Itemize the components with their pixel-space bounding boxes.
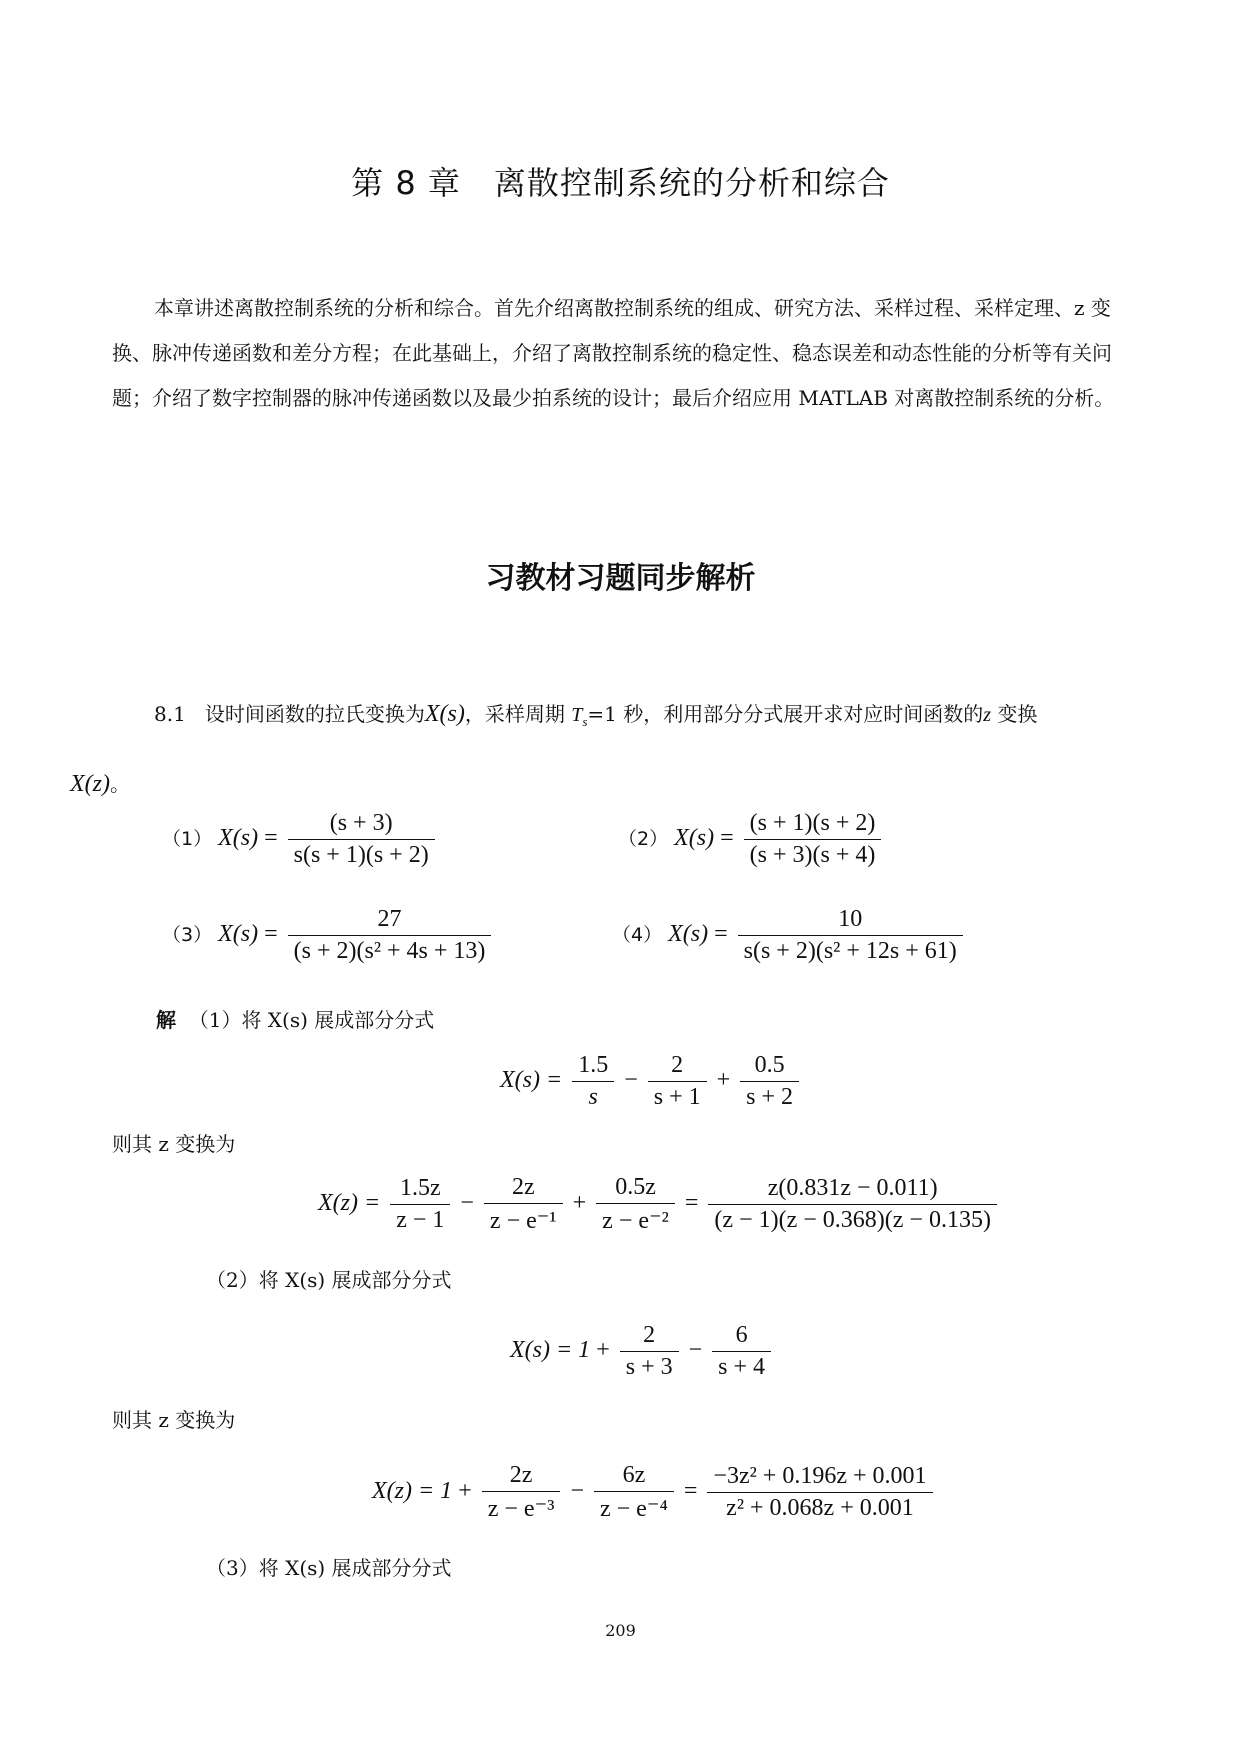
eq-operator: = [683, 1478, 698, 1505]
then-z-transform-1: 则其 z 变换为 [112, 1132, 236, 1156]
fraction-denominator: s + 1 [653, 1084, 701, 1110]
fraction-denominator: (s + 3)(s + 4) [749, 842, 876, 868]
fraction-denominator: z − 1 [396, 1207, 445, 1233]
fraction-numerator: (s + 1)(s + 2) [744, 810, 882, 840]
fraction-denominator: z − e⁻⁴ [599, 1496, 668, 1522]
eq-operator: + [596, 1337, 610, 1364]
solution-1-z-transform [318, 1174, 1001, 1235]
item-1 [162, 810, 439, 869]
term-fraction [572, 1052, 614, 1111]
eq-operator: + [458, 1478, 472, 1505]
fraction-numerator: 2z [484, 1174, 563, 1204]
item-eq: = [714, 921, 728, 948]
fraction-numerator: 6 [712, 1322, 771, 1352]
item-lhs: X(s) [218, 921, 259, 948]
item-fraction [744, 810, 882, 869]
fraction-numerator: 1.5z [390, 1175, 450, 1205]
fraction-numerator: z(0.831z − 0.011) [708, 1175, 997, 1205]
fraction-numerator: 27 [288, 906, 492, 936]
item-label: （2） [618, 828, 669, 851]
eq-operator: + [716, 1067, 731, 1094]
solution-1-text: （1）将 X(s) 展成部分分式 [188, 1008, 435, 1032]
problem-text-e: 。 [109, 772, 130, 796]
eq-lhs: X(s) = [500, 1067, 563, 1094]
chapter-intro: 本章讲述离散控制系统的分析和综合。首先介绍离散控制系统的组成、研究方法、采样过程、采样定理、z 变换、脉冲传递函数和差分方程；在此基础上，介绍了离散控制系统的稳定性、稳态误差和动态性能的分析等有关问题；介绍了数字控制器的脉冲传递函数以及最少拍系统的设计；最后介绍应用 MATLAB 对离散控制系统的分析。 [112, 296, 1115, 410]
solution-2-z-transform [372, 1462, 937, 1523]
result-fraction [708, 1175, 997, 1234]
fraction-denominator: s + 2 [746, 1084, 794, 1110]
problem-number: 8.1 [154, 702, 186, 726]
fraction-numerator: 1.5 [572, 1052, 614, 1082]
term-fraction [740, 1052, 799, 1111]
eq-lhs: X(z) = 1 [372, 1478, 453, 1505]
fraction-denominator: (z − 1)(z − 0.368)(z − 0.135) [714, 1207, 991, 1233]
eq-operator: − [688, 1337, 703, 1364]
item-lhs: X(s) [218, 825, 259, 852]
problem-statement [70, 683, 1142, 815]
term-fraction [482, 1462, 561, 1523]
item-eq: = [264, 921, 278, 948]
term-fraction [648, 1052, 707, 1111]
page-number: 209 [605, 1621, 636, 1640]
fraction-denominator: s [588, 1084, 598, 1110]
fraction-denominator: s + 4 [718, 1354, 766, 1380]
item-fraction [738, 906, 963, 965]
term-fraction [484, 1174, 563, 1235]
item-eq: = [264, 825, 278, 852]
fraction-numerator: (s + 3) [288, 810, 435, 840]
term-fraction [620, 1322, 679, 1381]
problem-text-a: 设时间函数的拉氏变换为 [204, 702, 425, 726]
fraction-denominator: s(s + 2)(s² + 12s + 61) [743, 938, 957, 964]
period-subscript: s [582, 714, 588, 729]
solution-3-intro: （3）将 X(s) 展成部分分式 [206, 1556, 452, 1580]
item-label: （4） [612, 924, 663, 947]
fraction-denominator: s(s + 1)(s + 2) [293, 842, 429, 868]
item-fraction [288, 810, 435, 869]
eq-operator: − [570, 1478, 584, 1505]
fraction-denominator: z² + 0.068z + 0.001 [726, 1495, 914, 1521]
term-fraction [390, 1175, 450, 1234]
solution-2-partial-fraction [510, 1322, 775, 1381]
fraction-numerator: 0.5z [596, 1174, 675, 1204]
item-lhs: X(s) [674, 825, 715, 852]
item-label: （1） [162, 828, 213, 851]
z-transform-symbol: X(z) [70, 771, 110, 797]
laplace-symbol: X(s) [424, 701, 465, 727]
solution-1-partial-fraction [500, 1052, 803, 1111]
section-title: 习教材习题同步解析 [485, 561, 756, 596]
then-z-transform-2: 则其 z 变换为 [112, 1408, 236, 1432]
fraction-denominator: s + 3 [625, 1354, 673, 1380]
item-3 [162, 906, 495, 965]
eq-lhs: X(s) = 1 [510, 1337, 591, 1364]
fraction-numerator: 2z [482, 1462, 561, 1492]
problem-text-d: 变换 [991, 702, 1038, 726]
fraction-numerator: 10 [738, 906, 963, 936]
solution-label: 解 [156, 1008, 176, 1032]
fraction-denominator: z − e⁻¹ [489, 1208, 557, 1234]
item-4 [612, 906, 967, 965]
item-label: （3） [162, 924, 213, 947]
fraction-denominator: z − e⁻² [602, 1208, 669, 1234]
eq-operator: + [572, 1190, 587, 1217]
term-fraction [596, 1174, 675, 1235]
term-fraction [712, 1322, 771, 1381]
problem-text-b: ，采样周期 [464, 702, 572, 726]
item-eq: = [720, 825, 734, 852]
fraction-numerator: −3z² + 0.196z + 0.001 [707, 1463, 932, 1493]
period-symbol: T [571, 704, 583, 726]
solution-2-intro: （2）将 X(s) 展成部分分式 [206, 1268, 452, 1292]
eq-operator: − [624, 1067, 638, 1094]
problem-text-c: =1 秒，利用部分分式展开求对应时间函数的 [587, 702, 984, 726]
fraction-numerator: 0.5 [740, 1052, 799, 1082]
eq-operator: − [460, 1190, 474, 1217]
result-fraction [707, 1463, 932, 1522]
solution-1-intro [156, 1004, 434, 1033]
fraction-numerator: 6z [594, 1462, 674, 1492]
eq-lhs: X(z) = [318, 1190, 381, 1217]
eq-operator: = [684, 1190, 699, 1217]
item-2 [618, 810, 885, 869]
item-lhs: X(s) [668, 921, 709, 948]
chapter-title: 第 8 章 离散控制系统的分析和综合 [351, 164, 890, 202]
fraction-denominator: (s + 2)(s² + 4s + 13) [293, 938, 486, 964]
fraction-denominator: z − e⁻³ [487, 1496, 555, 1522]
z-symbol: z [983, 704, 992, 726]
term-fraction [594, 1462, 674, 1523]
item-fraction [288, 906, 492, 965]
fraction-numerator: 2 [648, 1052, 707, 1082]
fraction-numerator: 2 [620, 1322, 679, 1352]
